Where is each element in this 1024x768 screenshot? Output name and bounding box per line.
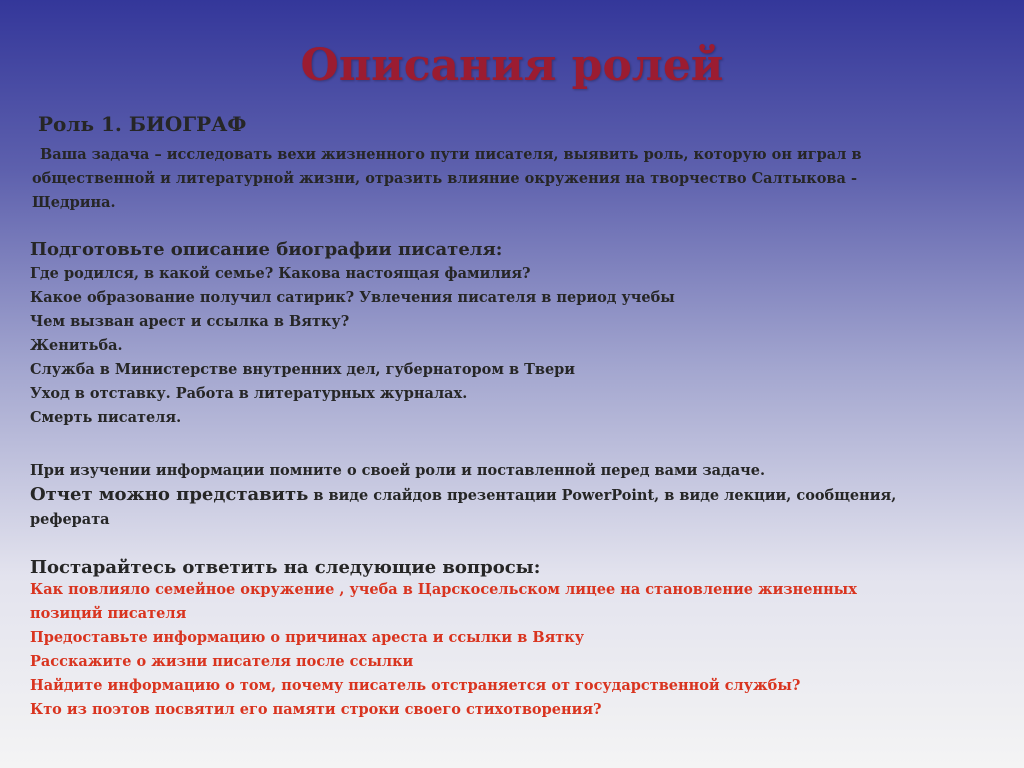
- study-note: При изучении информации помните о своей роли и поставленной перед вами задаче.: [30, 462, 766, 479]
- list-item: Уход в отставку. Работа в литературных журналах.: [30, 385, 468, 402]
- list-item: Предоставьте информацию о причинах ареста и ссылки в Вятку: [30, 629, 585, 646]
- report-paragraph: [30, 483, 930, 532]
- questions-section: [30, 557, 990, 722]
- biography-list: [30, 262, 990, 430]
- slide-title: Описания ролей: [300, 40, 724, 91]
- biography-section: [30, 239, 990, 430]
- list-item: Смерть писателя.: [30, 409, 182, 426]
- biography-heading: Подготовьте описание биографии писателя:: [30, 239, 503, 260]
- intro-paragraph: Ваша задача – исследовать вехи жизненного пути писателя, выявить роль, которую он играл в общественной и литературной жизни, отразить влияние окружения на творчество Салтыкова - Щедрина.: [32, 146, 862, 211]
- report-rest: в виде слайдов презентации PowerPoint, в виде лекции, сообщения, реферата: [30, 487, 897, 528]
- role-heading: Роль 1. БИОГРАФ: [38, 112, 247, 136]
- list-item: Где родился, в какой семье? Какова настоящая фамилия?: [30, 265, 531, 282]
- list-item: Как повлияло семейное окружение , учеба в Царскосельском лицее на становление жизненных позиций писателя: [30, 581, 857, 622]
- list-item: Найдите информацию о том, почему писатель отстраняется от государственной службы?: [30, 677, 801, 694]
- questions-heading: Постарайтесь ответить на следующие вопросы:: [30, 557, 541, 578]
- list-item: Чем вызван арест и ссылка в Вятку?: [30, 313, 350, 330]
- list-item: Расскажите о жизни писателя после ссылки: [30, 653, 414, 670]
- list-item: Служба в Министерстве внутренних дел, губернатором в Твери: [30, 361, 576, 378]
- report-lead: Отчет можно представить: [30, 484, 309, 505]
- questions-list: [30, 578, 910, 722]
- list-item: Женитьба.: [30, 337, 123, 354]
- list-item: Какое образование получил сатирик? Увлечения писателя в период учебы: [30, 289, 675, 306]
- list-item: Кто из поэтов посвятил его памяти строки своего стихотворения?: [30, 701, 602, 718]
